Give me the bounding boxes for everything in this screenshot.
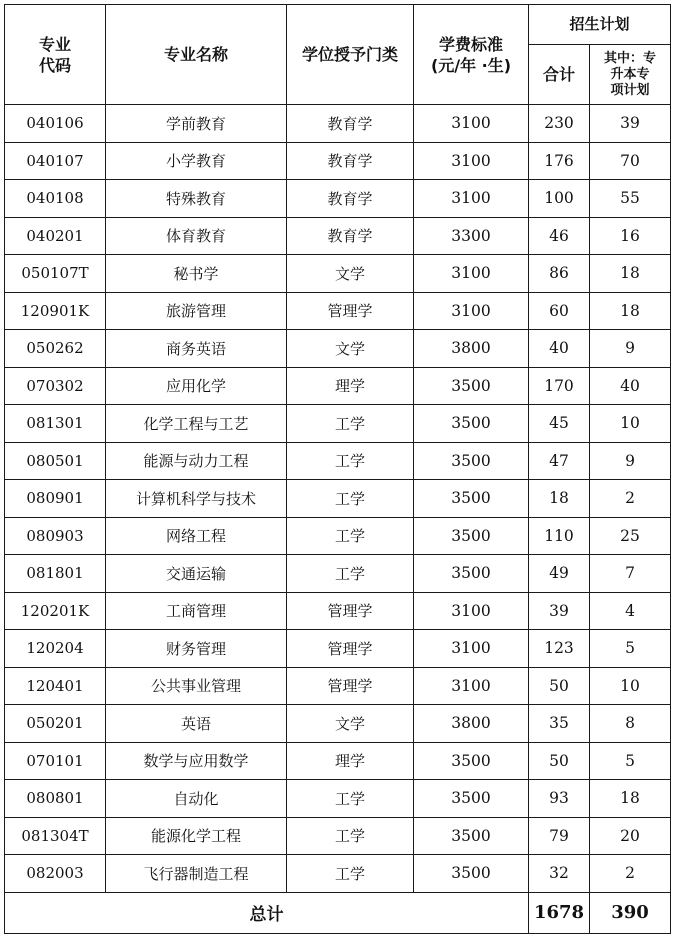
- plan-total-cell: 32: [529, 855, 590, 893]
- table-row: [5, 180, 671, 218]
- plan-special-cell: 4: [590, 592, 671, 630]
- header-plan-special-line2: 升本专: [610, 66, 650, 82]
- plan-total-cell: 45: [529, 405, 590, 443]
- table-row: [5, 367, 671, 405]
- plan-special-cell: 55: [590, 180, 671, 218]
- plan-special-cell: 18: [590, 292, 671, 330]
- tuition-fee-cell: 3300: [414, 217, 529, 255]
- degree-category-cell: 管理学: [287, 630, 414, 668]
- table-row: [5, 442, 671, 480]
- major-name-cell: 交通运输: [106, 555, 287, 593]
- header-row-1: [5, 5, 671, 45]
- plan-total-cell: 39: [529, 592, 590, 630]
- tuition-fee-cell: 3100: [414, 255, 529, 293]
- header-major-code-line1: 专业: [38, 34, 71, 54]
- major-name-cell: 应用化学: [106, 367, 287, 405]
- plan-special-cell: 7: [590, 555, 671, 593]
- plan-special-cell: 9: [590, 442, 671, 480]
- major-name-cell: 能源化学工程: [106, 817, 287, 855]
- table-row: [5, 292, 671, 330]
- table-row: [5, 517, 671, 555]
- plan-total-cell: 50: [529, 742, 590, 780]
- major-code-cell: 080501: [5, 442, 106, 480]
- tuition-fee-cell: 3100: [414, 592, 529, 630]
- degree-category-cell: 教育学: [287, 217, 414, 255]
- plan-total-cell: 100: [529, 180, 590, 218]
- header-plan-total: 合计: [529, 45, 590, 105]
- major-name-cell: 数学与应用数学: [106, 742, 287, 780]
- plan-special-cell: 8: [590, 705, 671, 743]
- header-tuition-fee-line2: (元/年 ·生): [430, 55, 512, 75]
- tuition-fee-cell: 3800: [414, 705, 529, 743]
- tuition-fee-cell: 3100: [414, 105, 529, 143]
- plan-total-cell: 49: [529, 555, 590, 593]
- table-row: [5, 480, 671, 518]
- degree-category-cell: 管理学: [287, 667, 414, 705]
- table-row: [5, 555, 671, 593]
- plan-total-cell: 18: [529, 480, 590, 518]
- degree-category-cell: 工学: [287, 555, 414, 593]
- plan-special-cell: 2: [590, 480, 671, 518]
- table-row: [5, 330, 671, 368]
- table-row: [5, 780, 671, 818]
- summary-row: [5, 892, 671, 933]
- plan-total-cell: 35: [529, 705, 590, 743]
- major-code-cell: 120401: [5, 667, 106, 705]
- summary-special: 390: [590, 892, 671, 933]
- degree-category-cell: 文学: [287, 705, 414, 743]
- plan-special-cell: 9: [590, 330, 671, 368]
- summary-label: 总计: [5, 892, 529, 933]
- tuition-fee-cell: 3100: [414, 630, 529, 668]
- major-code-cell: 120201K: [5, 592, 106, 630]
- plan-special-cell: 20: [590, 817, 671, 855]
- plan-total-cell: 93: [529, 780, 590, 818]
- table-header: [5, 5, 671, 105]
- plan-total-cell: 110: [529, 517, 590, 555]
- table-body: [5, 105, 671, 893]
- plan-special-cell: 10: [590, 667, 671, 705]
- plan-special-cell: 18: [590, 255, 671, 293]
- major-name-cell: 小学教育: [106, 142, 287, 180]
- table-row: [5, 742, 671, 780]
- table-row: [5, 817, 671, 855]
- tuition-fee-cell: 3800: [414, 330, 529, 368]
- plan-special-cell: 39: [590, 105, 671, 143]
- tuition-fee-cell: 3100: [414, 142, 529, 180]
- header-plan-special: [590, 45, 671, 105]
- major-code-cell: 070302: [5, 367, 106, 405]
- major-code-cell: 082003: [5, 855, 106, 893]
- plan-special-cell: 16: [590, 217, 671, 255]
- major-code-cell: 040201: [5, 217, 106, 255]
- plan-special-cell: 10: [590, 405, 671, 443]
- major-name-cell: 财务管理: [106, 630, 287, 668]
- plan-total-cell: 46: [529, 217, 590, 255]
- plan-total-cell: 176: [529, 142, 590, 180]
- plan-total-cell: 79: [529, 817, 590, 855]
- tuition-fee-cell: 3100: [414, 180, 529, 218]
- major-code-cell: 081801: [5, 555, 106, 593]
- degree-category-cell: 工学: [287, 480, 414, 518]
- major-code-cell: 050107T: [5, 255, 106, 293]
- tuition-fee-cell: 3500: [414, 442, 529, 480]
- major-name-cell: 秘书学: [106, 255, 287, 293]
- tuition-fee-cell: 3500: [414, 780, 529, 818]
- major-code-cell: 050262: [5, 330, 106, 368]
- plan-special-cell: 40: [590, 367, 671, 405]
- degree-category-cell: 工学: [287, 817, 414, 855]
- plan-total-cell: 40: [529, 330, 590, 368]
- plan-total-cell: 170: [529, 367, 590, 405]
- major-code-cell: 040107: [5, 142, 106, 180]
- plan-total-cell: 86: [529, 255, 590, 293]
- major-name-cell: 计算机科学与技术: [106, 480, 287, 518]
- degree-category-cell: 文学: [287, 255, 414, 293]
- major-code-cell: 120204: [5, 630, 106, 668]
- plan-total-cell: 60: [529, 292, 590, 330]
- tuition-fee-cell: 3500: [414, 480, 529, 518]
- degree-category-cell: 理学: [287, 742, 414, 780]
- major-name-cell: 旅游管理: [106, 292, 287, 330]
- major-name-cell: 特殊教育: [106, 180, 287, 218]
- major-code-cell: 040106: [5, 105, 106, 143]
- tuition-fee-cell: 3500: [414, 405, 529, 443]
- header-plan-special-line1: 其中：专: [604, 50, 657, 66]
- major-code-cell: 081304T: [5, 817, 106, 855]
- plan-total-cell: 123: [529, 630, 590, 668]
- summary-total: 1678: [529, 892, 590, 933]
- degree-category-cell: 教育学: [287, 180, 414, 218]
- tuition-fee-cell: 3500: [414, 855, 529, 893]
- table-row: [5, 105, 671, 143]
- header-plan-special-line3: 项计划: [610, 82, 650, 98]
- major-code-cell: 050201: [5, 705, 106, 743]
- header-enrollment-plan: 招生计划: [529, 5, 671, 45]
- major-code-cell: 040108: [5, 180, 106, 218]
- degree-category-cell: 文学: [287, 330, 414, 368]
- major-code-cell: 080901: [5, 480, 106, 518]
- tuition-fee-cell: 3500: [414, 742, 529, 780]
- header-major-name: 专业名称: [106, 5, 287, 105]
- major-code-cell: 120901K: [5, 292, 106, 330]
- major-name-cell: 自动化: [106, 780, 287, 818]
- major-name-cell: 学前教育: [106, 105, 287, 143]
- major-code-cell: 080801: [5, 780, 106, 818]
- major-name-cell: 英语: [106, 705, 287, 743]
- major-name-cell: 能源与动力工程: [106, 442, 287, 480]
- major-name-cell: 体育教育: [106, 217, 287, 255]
- degree-category-cell: 工学: [287, 517, 414, 555]
- table-row: [5, 217, 671, 255]
- table-row: [5, 255, 671, 293]
- major-name-cell: 公共事业管理: [106, 667, 287, 705]
- plan-special-cell: 18: [590, 780, 671, 818]
- table-row: [5, 630, 671, 668]
- degree-category-cell: 教育学: [287, 142, 414, 180]
- degree-category-cell: 管理学: [287, 292, 414, 330]
- tuition-fee-cell: 3100: [414, 292, 529, 330]
- plan-total-cell: 230: [529, 105, 590, 143]
- header-tuition-fee: [414, 5, 529, 105]
- tuition-fee-cell: 3500: [414, 817, 529, 855]
- plan-total-cell: 47: [529, 442, 590, 480]
- major-name-cell: 化学工程与工艺: [106, 405, 287, 443]
- header-major-code-line2: 代码: [38, 55, 71, 75]
- degree-category-cell: 工学: [287, 780, 414, 818]
- plan-special-cell: 25: [590, 517, 671, 555]
- plan-special-cell: 2: [590, 855, 671, 893]
- major-code-cell: 070101: [5, 742, 106, 780]
- plan-special-cell: 70: [590, 142, 671, 180]
- major-code-cell: 081301: [5, 405, 106, 443]
- plan-special-cell: 5: [590, 742, 671, 780]
- degree-category-cell: 工学: [287, 405, 414, 443]
- tuition-fee-cell: 3500: [414, 555, 529, 593]
- table-row: [5, 667, 671, 705]
- enrollment-plan-table: [4, 4, 671, 934]
- tuition-fee-cell: 3500: [414, 367, 529, 405]
- degree-category-cell: 工学: [287, 442, 414, 480]
- table-row: [5, 142, 671, 180]
- table-row: [5, 855, 671, 893]
- degree-category-cell: 管理学: [287, 592, 414, 630]
- plan-total-cell: 50: [529, 667, 590, 705]
- header-major-code: [5, 5, 106, 105]
- major-name-cell: 商务英语: [106, 330, 287, 368]
- table-row: [5, 705, 671, 743]
- degree-category-cell: 理学: [287, 367, 414, 405]
- major-name-cell: 网络工程: [106, 517, 287, 555]
- major-name-cell: 工商管理: [106, 592, 287, 630]
- major-code-cell: 080903: [5, 517, 106, 555]
- major-name-cell: 飞行器制造工程: [106, 855, 287, 893]
- tuition-fee-cell: 3100: [414, 667, 529, 705]
- tuition-fee-cell: 3500: [414, 517, 529, 555]
- degree-category-cell: 工学: [287, 855, 414, 893]
- degree-category-cell: 教育学: [287, 105, 414, 143]
- table-footer: [5, 892, 671, 933]
- table-row: [5, 592, 671, 630]
- plan-special-cell: 5: [590, 630, 671, 668]
- header-tuition-fee-line1: 学费标准: [438, 34, 503, 54]
- table-row: [5, 405, 671, 443]
- header-degree-category: 学位授予门类: [287, 5, 414, 105]
